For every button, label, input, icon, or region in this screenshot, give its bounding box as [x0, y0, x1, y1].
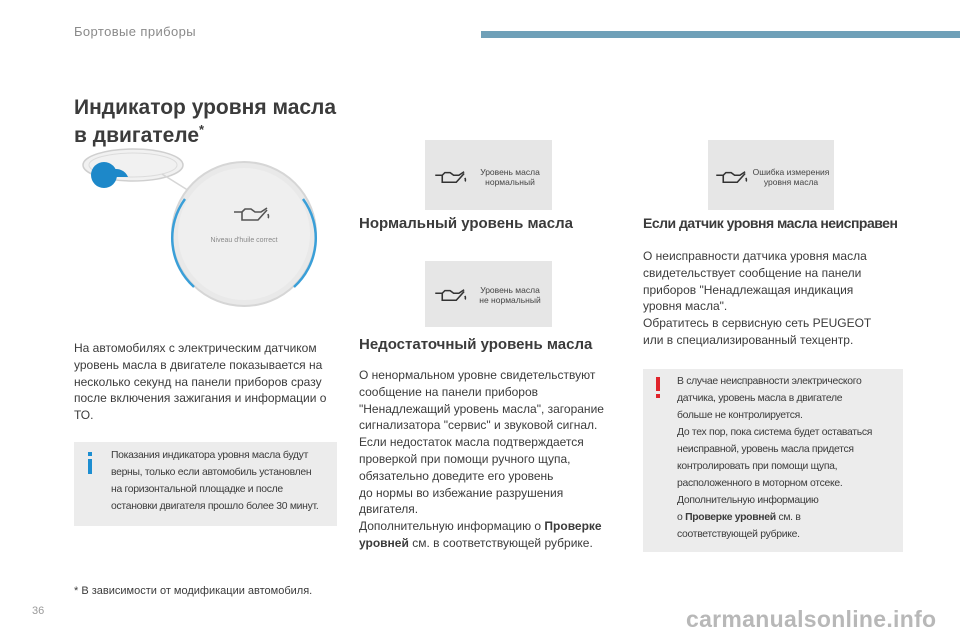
section-heading-normal: Нормальный уровень масла — [359, 215, 573, 232]
cross-reference-bold: уровней — [359, 535, 409, 550]
section-heading-low: Недостаточный уровень масла — [359, 336, 593, 353]
warning-note-line: контролировать при помощи щупа, — [677, 461, 838, 472]
cross-reference-bold: Проверке — [544, 519, 602, 534]
oil-can-icon — [435, 288, 467, 302]
panel-normal-line2: нормальный — [485, 177, 535, 187]
header-accent-bar — [481, 31, 960, 38]
warning-note-text — [677, 373, 901, 543]
page-title-line2-text: в двигателе — [74, 124, 200, 147]
text-segment: см. в соответствующей рубрике. — [408, 535, 593, 550]
title-asterisk: * — [199, 122, 205, 137]
panel-low-line2: не нормальный — [479, 295, 541, 305]
text-line: приборов "Ненадлежащая индикация — [643, 282, 854, 297]
warning-note-line: Дополнительную информацию — [677, 495, 819, 506]
text-segment: о — [677, 512, 686, 523]
text-line: О неисправности датчика уровня масла — [643, 249, 867, 263]
warning-note-line: больше не контролируется. — [677, 410, 803, 421]
footnote: * В зависимости от модификации автомобиля. — [74, 585, 313, 597]
cross-reference-bold: Проверке уровней — [685, 512, 776, 523]
info-note-line: верны, только если автомобиль установлен — [111, 467, 312, 478]
text-line: уровня масла". — [643, 299, 728, 314]
text-line: сообщение на панели приборов — [359, 384, 538, 399]
section-sensor-text — [643, 248, 908, 349]
warning-note-line: датчика, уровень масла в двигателе — [677, 393, 843, 404]
text-line: или в специализированный техцентр. — [643, 332, 854, 347]
panel-low-label — [471, 285, 549, 305]
info-note-line: на горизонтальной площадке и после — [111, 484, 283, 495]
warning-note-box — [643, 369, 903, 552]
oil-can-icon — [716, 170, 748, 184]
info-note-line: Показания индикатора уровня масла будут — [111, 450, 309, 461]
oil-can-icon — [435, 170, 467, 184]
panel-normal-line1: Уровень масла — [480, 167, 540, 177]
info-icon — [85, 452, 95, 474]
intro-paragraph: На автомобилях с электрическим датчиком уровень масла в двигателе показывается на несколько секунд на панели приборов сразу после включения зажигания и информации о ТО. — [74, 341, 327, 423]
page-title-line1: Индикатор уровня масла — [74, 96, 337, 119]
display-panel-error — [708, 140, 834, 210]
display-panel-low — [425, 261, 552, 327]
panel-error-line1: Ошибка измерения — [752, 167, 830, 177]
text-line: Если недостаток масла подтверждается — [359, 435, 584, 450]
warning-note-line: неисправной, уровень масла придется — [677, 444, 854, 455]
info-note-text — [111, 447, 336, 515]
page-title — [74, 97, 336, 147]
panel-low-line1: Уровень масла — [480, 285, 540, 295]
text-line: "Ненадлежащий уровень масла", загорание — [359, 401, 604, 416]
text-line: Обратитесь в сервисную сеть PEUGEOT — [643, 316, 872, 331]
warning-icon — [654, 377, 662, 399]
text-line: проверкой при помощи ручного щупа, — [359, 451, 571, 466]
page-number: 36 — [32, 605, 45, 617]
display-panel-normal — [425, 140, 552, 210]
panel-normal-label — [471, 167, 549, 187]
warning-note-line: расположенного в моторном отсеке. — [677, 478, 843, 489]
text-line: до нормы во избежание разрушения — [359, 485, 564, 500]
info-note-box — [74, 442, 337, 526]
text-line — [359, 535, 624, 552]
watermark: carmanualsonline.info — [686, 606, 937, 632]
text-segment: Дополнительную информацию о — [359, 519, 545, 534]
text-line: обязательно доведите его уровень — [359, 468, 554, 483]
warning-note-line — [677, 509, 901, 526]
text-segment: см. в — [775, 512, 801, 523]
section-low-text — [359, 367, 624, 552]
gauge-message-label: Niveau d'huile correct — [210, 237, 278, 244]
text-line — [359, 518, 624, 535]
text-line: свидетельствует сообщение на панели — [643, 265, 862, 280]
section-header: Бортовые приборы — [74, 24, 197, 39]
panel-error-line2: уровня масла — [763, 177, 819, 187]
warning-note-line: соответствующей рубрике. — [677, 529, 800, 540]
text-line: двигателя. — [359, 502, 419, 517]
section-heading-sensor: Если датчик уровня масла неисправен — [643, 215, 898, 231]
info-note-line: остановки двигателя прошло более 30 минут. — [111, 501, 319, 512]
panel-error-label — [748, 167, 834, 187]
instrument-cluster-illustration — [74, 142, 342, 320]
text-line: сигнализатора "сервис" и звуковой сигнал. — [359, 418, 598, 433]
warning-note-line: До тех пор, пока система будет оставаться — [677, 427, 873, 438]
text-line: О ненормальном уровне свидетельствуют — [359, 368, 596, 382]
warning-note-line: В случае неисправности электрического — [677, 376, 862, 387]
